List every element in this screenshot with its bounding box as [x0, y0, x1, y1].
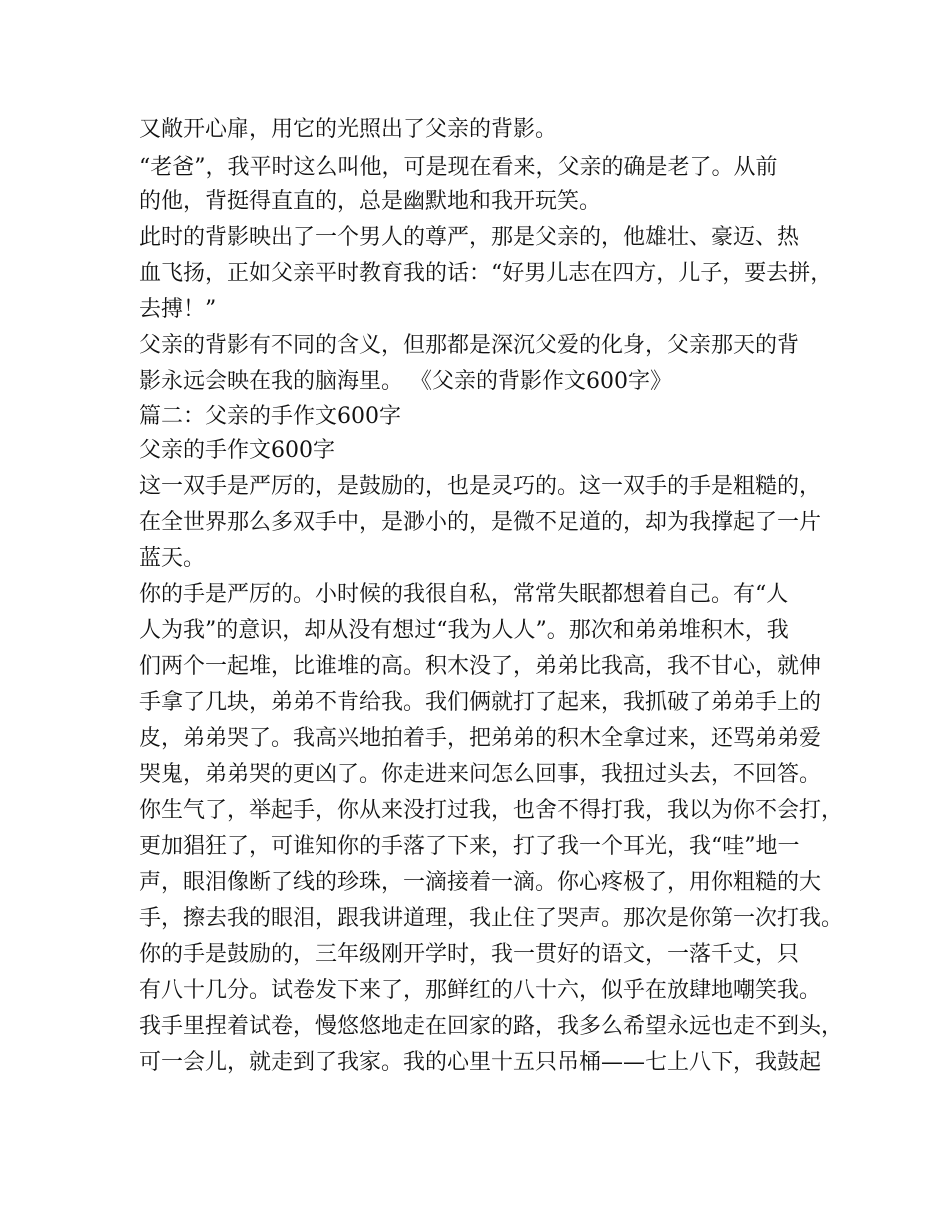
text-line: 这一双手是严厉的，是鼓励的，也是灵巧的。这一双手的手是粗糙的， [139, 474, 822, 499]
text-line: 们两个一起堆，比谁堆的高。积木没了，弟弟比我高，我不甘心，就伸 [139, 654, 822, 679]
article-title: 父亲的手作文600字 [139, 438, 335, 463]
text-line: 血飞扬，正如父亲平时教育我的话：“好男儿志在四方，儿子，要去拼， [139, 261, 833, 286]
text-line: 我手里捏着试卷，慢悠悠地走在回家的路，我多么希望永远也走不到头， [139, 1014, 844, 1039]
text-line: 影永远会映在我的脑海里。 《父亲的背影作文600字》 [139, 369, 672, 394]
text-line: 更加猖狂了，可谁知你的手落了下来，打了我一个耳光，我“哇”地一 [139, 834, 800, 859]
text-line: 此时的背影映出了一个男人的尊严，那是父亲的，他雄壮、豪迈、热 [139, 225, 800, 250]
text-line: 去搏！” [139, 297, 217, 322]
text-line: 可一会儿，就走到了我家。我的心里十五只吊桶——七上八下，我鼓起 [139, 1050, 822, 1075]
text-line: 哭鬼，弟弟哭的更凶了。你走进来问怎么回事，我扭过头去，不回答。 [139, 762, 822, 787]
text-line: “老爸”，我平时这么叫他，可是现在看来，父亲的确是老了。从前 [139, 155, 778, 180]
text-line: 父亲的背影有不同的含义，但那都是深沉父爱的化身，父亲那天的背 [139, 333, 800, 358]
text-line: 手，擦去我的眼泪，跟我讲道理，我止住了哭声。那次是你第一次打我。 [139, 906, 844, 931]
text-line: 手拿了几块，弟弟不肯给我。我们俩就打了起来，我抓破了弟弟手上的 [139, 690, 822, 715]
section-heading: 篇二：父亲的手作文600字 [139, 404, 401, 429]
text-line: 声，眼泪像断了线的珍珠，一滴接着一滴。你心疼极了，用你粗糙的大 [139, 870, 822, 895]
text-line: 在全世界那么多双手中，是渺小的，是微不足道的，却为我撑起了一片 [139, 510, 822, 535]
text-line: 又敞开心扉，用它的光照出了父亲的背影。 [139, 117, 558, 142]
text-line: 的他，背挺得直直的，总是幽默地和我开玩笑。 [139, 189, 602, 214]
text-line: 蓝天。 [139, 546, 206, 571]
text-line: 有八十几分。试卷发下来了，那鲜红的八十六，似乎在放肆地嘲笑我。 [139, 978, 822, 1003]
text-line: 皮，弟弟哭了。我高兴地拍着手，把弟弟的积木全拿过来，还骂弟弟爱 [139, 726, 822, 751]
text-line: 人为我”的意识，却从没有想过“我为人人”。那次和弟弟堆积木，我 [139, 618, 789, 643]
text-line: 你的手是严厉的。小时候的我很自私，常常失眠都想着自己。有“人 [139, 582, 789, 607]
text-line: 你生气了，举起手，你从来没打过我，也舍不得打我，我以为你不会打， [139, 798, 844, 823]
text-line: 你的手是鼓励的，三年级刚开学时，我一贯好的语文，一落千丈，只 [139, 942, 800, 967]
